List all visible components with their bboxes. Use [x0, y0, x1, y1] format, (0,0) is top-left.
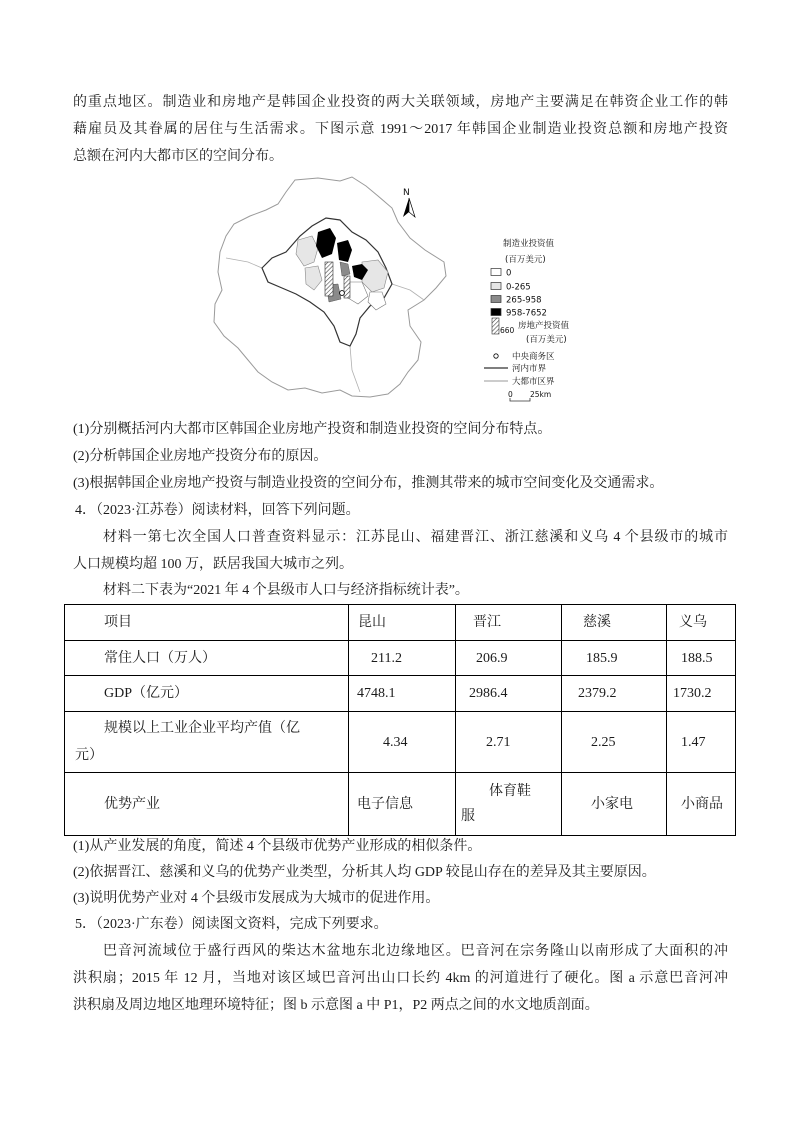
legend-class-label: 265-958: [506, 295, 542, 306]
table-header-cixi: 慈溪: [562, 605, 667, 641]
table-cell: 电子信息: [349, 773, 456, 836]
legend-realestate-value: 660: [500, 326, 515, 335]
table-header-yiwu: 义乌: [667, 605, 736, 641]
table-cell: 211.2: [349, 641, 456, 676]
table-row-label: 优势产业: [65, 773, 349, 836]
real-estate-bar: [344, 276, 350, 298]
intro-line-2: 藉雇员及其眷属的居住与生活需求。下图示意 1991～2017 年韩国企业制造业投资总额和房地产投资: [73, 122, 728, 137]
legend-swatch-3: [491, 309, 501, 316]
legend-manufacturing-title: 制造业投资值: [503, 239, 555, 249]
real-estate-bar: [325, 262, 333, 296]
table-cell: 206.9: [456, 641, 562, 676]
table-cell: 2986.4: [456, 676, 562, 712]
legend-hanoi-label: 河内市界: [512, 364, 547, 374]
legend-cbd-icon: [494, 354, 498, 358]
north-arrow-icon: [403, 198, 409, 217]
q4-heading: 4．（2023·江苏卷）阅读材料，回答下列问题。: [75, 503, 360, 518]
north-label: N: [403, 188, 410, 198]
table-cell: 1730.2: [667, 676, 736, 712]
table-cell: 4748.1: [349, 676, 456, 712]
legend-realestate-title: 房地产投资值: [518, 321, 570, 331]
q4-part-3: (3)说明优势产业对 4 个县级市发展成为大城市的促进作用。: [73, 891, 440, 906]
legend-manufacturing-unit: (百万美元): [505, 255, 546, 265]
legend-class-label: 0: [506, 268, 512, 279]
table-header-item: 项目: [65, 605, 349, 641]
scale-end-label: 25km: [530, 390, 552, 399]
q5-line-3: 洪积扇及周边地区地理环境特征；图 b 示意图 a 中 P1，P2 两点之间的水文地质剖面。: [73, 998, 599, 1013]
q4-part-1: (1)从产业发展的角度，简述 4 个县级市优势产业形成的相似条件。: [73, 839, 482, 854]
north-arrow-icon: [409, 198, 415, 217]
intro-line-1: 的重点地区。制造业和房地产是韩国企业投资的两大关联领域，房地产主要满足在韩资企业工作的韩: [73, 95, 728, 110]
legend-swatch-0: [491, 269, 501, 276]
table-cell: 188.5: [667, 641, 736, 676]
table-row-label: GDP（亿元）: [65, 676, 349, 712]
q3-part-3: (3)根据韩国企业房地产投资与制造业投资的空间分布，推测其带来的城市空间变化及交通需求。: [73, 476, 664, 491]
q4-part-2: (2)依据晋江、慈溪和义乌的优势产业类型，分析其人均 GDP 较昆山存在的差异及其主要原因。: [73, 865, 656, 880]
q5-heading: 5．（2023·广东卷）阅读图文资料，完成下列要求。: [75, 917, 388, 932]
investment-distribution-map: [205, 170, 610, 405]
scale-start-label: 0: [508, 390, 513, 399]
table-cell: 2.25: [562, 712, 667, 773]
legend-cbd-label: 中央商务区: [512, 352, 555, 362]
legend-realestate-unit: (百万美元): [526, 335, 567, 345]
table-row-label: 规模以上工业企业平均产值（亿 元）: [65, 712, 349, 773]
legend-swatch-2: [491, 296, 501, 303]
table-cell: 小家电: [562, 773, 667, 836]
q5-line-1: 巴音河流域位于盛行西风的柴达木盆地东北边缘地区。巴音河在宗务隆山以南形成了大面积的冲: [103, 944, 728, 959]
table-cell: 4.34: [349, 712, 456, 773]
table-cell: 2.71: [456, 712, 562, 773]
table-header-jinjiang: 晋江: [456, 605, 562, 641]
legend-class-label: 958-7652: [506, 308, 547, 319]
table-cell: 185.9: [562, 641, 667, 676]
table-cell: 体育鞋 服: [456, 773, 562, 836]
legend-metro-label: 大都市区界: [512, 377, 555, 387]
table-row-label: 常住人口（万人）: [65, 641, 349, 676]
scale-bar: [510, 398, 530, 401]
q5-line-2: 洪积扇；2015 年 12 月，当地对该区域巴音河出山口长约 4km 的河道进行了硬化。图 a 示意巴音河冲: [73, 971, 728, 986]
cbd-marker: [340, 291, 345, 296]
statistics-table: [64, 604, 736, 836]
q3-part-1: (1)分别概括河内大都市区韩国企业房地产投资和制造业投资的空间分布特点。: [73, 422, 552, 437]
map-legend: [484, 238, 570, 401]
legend-class-label: 0-265: [506, 282, 531, 293]
q4-material1-line-1: 材料一第七次全国人口普查资料显示：江苏昆山、福建晋江、浙江慈溪和义乌 4 个县级市的城市: [103, 530, 728, 545]
table-header-kunshan: 昆山: [349, 605, 456, 641]
q4-material2: 材料二下表为“2021 年 4 个县级市人口与经济指标统计表”。: [103, 583, 469, 598]
table-cell: 小商品: [667, 773, 736, 836]
q4-material1-line-2: 人口规模均超 100 万，跃居我国大城市之列。: [73, 557, 353, 572]
table-cell: 1.47: [667, 712, 736, 773]
legend-hatch-swatch: [492, 318, 499, 334]
q3-part-2: (2)分析韩国企业房地产投资分布的原因。: [73, 449, 328, 464]
table-cell: 2379.2: [562, 676, 667, 712]
legend-swatch-1: [491, 283, 501, 290]
intro-line-3: 总额在河内大都市区的空间分布。: [73, 149, 283, 164]
